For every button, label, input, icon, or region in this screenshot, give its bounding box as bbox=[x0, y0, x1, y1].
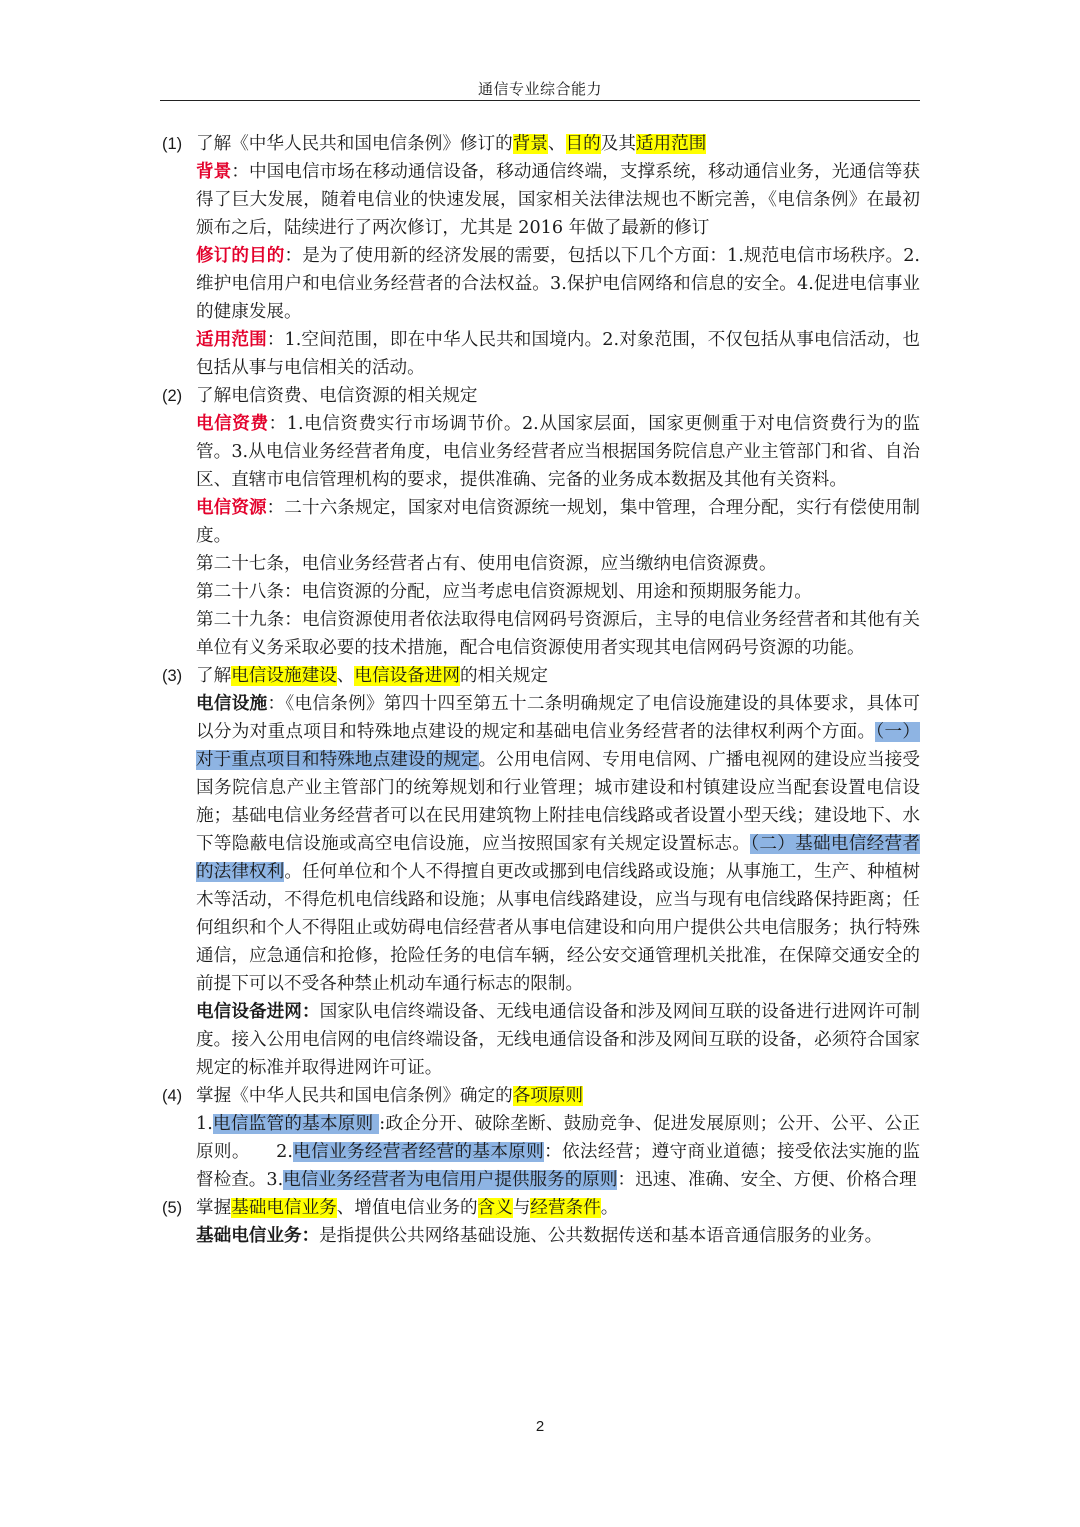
highlight: 含义 bbox=[477, 1198, 513, 1218]
highlight: 基础电信业务 bbox=[231, 1198, 337, 1218]
highlight: 适用范围 bbox=[635, 134, 707, 154]
section-title: 了解电信资费、电信资源的相关规定 bbox=[196, 386, 478, 406]
section-4 bbox=[162, 1082, 921, 1194]
paragraph-resources: 电信资源：二十六条规定，国家对电信资源统一规划，集中管理，合理分配，实行有偿使用制度。 bbox=[196, 497, 920, 546]
section-number: (2) bbox=[162, 387, 183, 405]
section-number: (3) bbox=[162, 667, 183, 685]
highlight: 各项原则 bbox=[512, 1086, 584, 1106]
highlight: 电信监管的基本原则 bbox=[212, 1114, 380, 1134]
document-body bbox=[162, 130, 921, 1250]
paragraph-network-access: 电信设备进网：国家队电信终端设备、无线电通信设备和涉及网间互联的设备进行进网许可制度。接入公用电信网的电信终端设备，无线电通信设备和涉及网间互联的设备，必须符合国家规定的标准并取得进网许可证。 bbox=[196, 1001, 920, 1078]
highlight: （二）基础电信经营者的法律权利 bbox=[196, 834, 920, 882]
section-title: 掌握《中华人民共和国电信条例》确定的各项原则 bbox=[196, 1086, 584, 1106]
highlight: 电信业务经营者经营的基本原则 bbox=[292, 1142, 545, 1162]
paragraph-background: 背景：中国电信市场在移动通信设备，移动通信终端，支撑系统，移动通信业务，光通信等获得了巨大发展，随着电信业的快速发展，国家相关法律法规也不断完善，《电信条例》在最初颁布之后，陆续进行了两次修订，尤其是 2016 年做了最新的修订 bbox=[196, 161, 920, 238]
page-number: 2 bbox=[535, 1418, 545, 1435]
paragraph-principles: 1.电信监管的基本原则 :政企分开、破除垄断、鼓励竞争、促进发展原则；公开、公平、公正原则。 2.电信业务经营者经营的基本原则：依法经营；遵守商业道德；接受依法实施的监督检查。3.电信业务经营者为电信用户提供服务的原则：迅速、准确、安全、方便、价格合理 bbox=[196, 1114, 921, 1190]
paragraph-scope: 适用范围：1.空间范围，即在中华人民共和国境内。2.对象范围，不仅包括从事电信活动，也包括从事与电信相关的活动。 bbox=[196, 329, 920, 378]
paragraph-fees: 电信资费：1.电信资费实行市场调节价。2.从国家层面，国家更侧重于对电信资费行为的监管。3.从电信业务经营者角度，电信业务经营者应当根据国务院信息产业主管部门和省、自治区、直辖市电信管理机构的要求，提供准确、完备的业务成本数据及其他有关资料。 bbox=[196, 413, 920, 490]
section-title: 了解电信设施建设、电信设备进网的相关规定 bbox=[196, 666, 548, 686]
highlight: 经营条件 bbox=[530, 1198, 601, 1218]
highlight: 目的 bbox=[565, 134, 601, 154]
header-rule bbox=[160, 100, 920, 101]
section-3 bbox=[162, 662, 920, 1082]
page-header: 通信专业综合能力 bbox=[477, 80, 602, 98]
paragraph-purpose: 修订的目的：是为了使用新的经济发展的需要，包括以下几个方面：1.规范电信市场秩序。2.维护电信用户和电信业务经营者的合法权益。3.保护电信网络和信息的安全。4.促进电信事业的健康发展。 bbox=[196, 245, 920, 322]
highlight: 电信设备进网 bbox=[354, 666, 460, 686]
highlight: 背景 bbox=[512, 134, 548, 154]
paragraph-article-29: 第二十九条：电信资源使用者依法取得电信网码号资源后，主导的电信业务经营者和其他有关单位有义务采取必要的技术措施，配合电信资源使用者实现其电信网码号资源的功能。 bbox=[196, 610, 920, 658]
paragraph-article-27: 第二十七条，电信业务经营者占有、使用电信资源，应当缴纳电信资源费。 bbox=[196, 554, 777, 574]
section-number: (4) bbox=[162, 1087, 183, 1105]
section-title: 掌握基础电信业务、增值电信业务的含义与经营条件。 bbox=[196, 1198, 619, 1218]
section-title: 了解《中华人民共和国电信条例》修订的背景、目的及其适用范围 bbox=[196, 134, 707, 154]
highlight: （一）对于重点项目和特殊地点建设的规定 bbox=[196, 722, 920, 770]
section-number: (1) bbox=[162, 135, 183, 153]
section-1 bbox=[162, 130, 920, 382]
section-2 bbox=[162, 382, 920, 662]
paragraph-basic-services: 基础电信业务：是指提供公共网络基础设施、公共数据传送和基本语音通信服务的业务。 bbox=[196, 1225, 883, 1246]
paragraph-facilities: 电信设施：《电信条例》第四十四至第五十二条明确规定了电信设施建设的具体要求，具体可以分为对重点项目和特殊地点建设的规定和基础电信业务经营者的法律权利两个方面。（一）对于重点项目和特殊地点建设的规定。公用电信网、专用电信网、广播电视网的建设应当接受国务院信息产业主管部门的统筹规划和行业管理；城市建设和村镇建设应当配套设置电信设施；基础电信业务经营者可以在民用建筑物上附挂电信线路或者设置小型天线；建设地下、水下等隐蔽电信设施或高空电信设施，应当按照国家有关规定设置标志。（二）基础电信经营者的法律权利。任何单位和个人不得擅自更改或挪到电信线路或设施；从事施工，生产、种植树木等活动，不得危机电信线路和设施；从事电信线路建设，应当与现有电信线路保持距离；任何组织和个人不得阻止或妨碍电信经营者从事电信建设和向用户提供公共电信服务；执行特殊通信，应急通信和抢修，抢险任务的电信车辆，经公安交通管理机关批准，在保障交通安全的前提下可以不受各种禁止机动车通行标志的限制。 bbox=[196, 693, 920, 994]
paragraph-article-28: 第二十八条：电信资源的分配，应当考虑电信资源规划、用途和预期服务能力。 bbox=[196, 582, 812, 602]
highlight: 电信设施建设 bbox=[231, 666, 337, 686]
highlight: 电信业务经营者为电信用户提供服务的原则 bbox=[283, 1170, 618, 1190]
section-number: (5) bbox=[162, 1199, 183, 1217]
section-5 bbox=[162, 1194, 920, 1250]
